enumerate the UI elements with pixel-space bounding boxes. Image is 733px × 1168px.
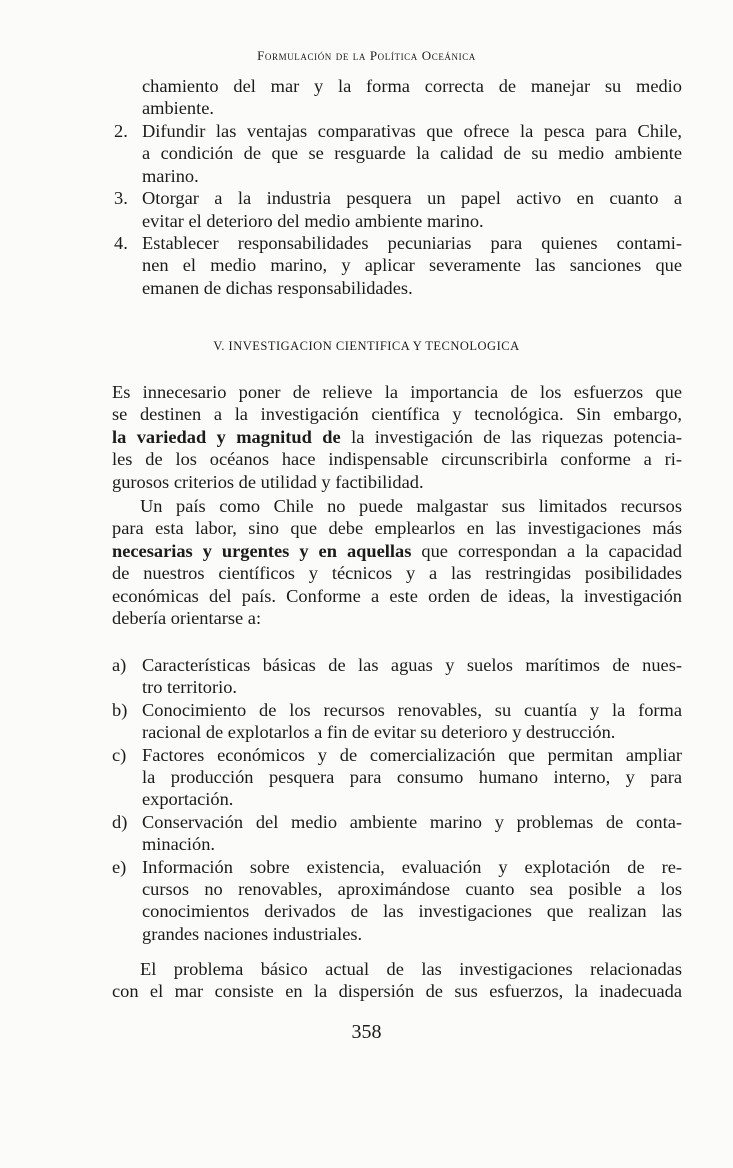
text-line: exportación. xyxy=(142,789,234,810)
text-line: chamiento del mar y la forma correcta de manejar su medio xyxy=(142,76,682,96)
list-item xyxy=(112,120,682,187)
text-line: Conservación del medio ambiente marino y problemas de conta- xyxy=(142,811,682,832)
item-letter: d) xyxy=(112,811,128,832)
text-line: grandes naciones industriales. xyxy=(142,923,363,944)
text-line: Establecer responsabilidades pecuniarias para quienes contami- xyxy=(142,233,682,254)
text-line: Otorgar a la industria pesquera un papel activo en cuanto a xyxy=(142,188,682,209)
text-line: Difundir las ventajas comparativas que ofrece la pesca para Chile, xyxy=(142,121,682,141)
text-line: Información sobre existencia, evaluación y explotación de re- xyxy=(142,856,682,877)
list-item xyxy=(112,187,682,232)
list-item xyxy=(112,856,682,946)
text-line: la producción pesquera para consumo humano interno, y para xyxy=(142,767,682,788)
text-line: a condición de que se resguarde la calidad de su medio ambiente xyxy=(142,143,682,164)
text-line: Características básicas de las aguas y suelos marítimos de nues- xyxy=(142,655,682,675)
text-line: gurosos criterios de utilidad y factibilidad. xyxy=(112,471,424,492)
text-line: Es innecesario poner de relieve la importancia de los esfuerzos que xyxy=(112,382,682,402)
paragraph xyxy=(112,958,682,1003)
text-line: con el mar consiste en la dispersión de sus esfuerzos, la inadecuada xyxy=(112,981,682,1002)
item-letter: e) xyxy=(112,856,127,877)
bold-phrase: la variedad y magnitud de xyxy=(112,426,341,447)
text-line: El problema básico actual de las investigaciones relacionadas xyxy=(140,959,682,979)
text-line: cursos no renovables, aproximándose cuanto sea posible a los xyxy=(142,879,682,900)
text-line: necesarias y urgentes y en aquellas que correspondan a la capacidad xyxy=(112,540,682,561)
bold-phrase: necesarias y urgentes y en aquellas xyxy=(112,540,412,561)
list-item xyxy=(112,232,682,299)
text-line: ambiente. xyxy=(142,98,215,119)
text-line: les de los océanos hace indispensable circunscribirla conforme a ri- xyxy=(112,449,682,470)
section-title: V. INVESTIGACION CIENTIFICA Y TECNOLOGICA xyxy=(213,339,520,353)
lettered-list xyxy=(112,654,682,945)
text-line: racional de explotarlos a fin de evitar su deterioro y destrucción. xyxy=(142,722,616,743)
list-item xyxy=(112,744,682,811)
item-letter: b) xyxy=(112,699,128,720)
item-letter: c) xyxy=(112,744,127,765)
text-line: Conocimiento de los recursos renovables, su cuantía y la forma xyxy=(142,699,682,720)
text-line: emanen de dichas responsabilidades. xyxy=(142,277,413,298)
text-line: nen el medio marino, y aplicar severamente las sanciones que xyxy=(142,255,682,276)
running-header: Formulación de la Política Oceánica xyxy=(257,48,476,63)
numbered-list xyxy=(112,120,682,299)
text-line: económicas del país. Conforme a este orden de ideas, la investigación xyxy=(112,585,682,606)
list-continuation xyxy=(112,75,682,120)
text-line: la variedad y magnitud de la investigación de las riquezas potencia- xyxy=(112,426,682,447)
text-line: para esta labor, sino que debe emplearlos en las investigaciones más xyxy=(112,518,682,539)
text-line: tro territorio. xyxy=(142,677,237,698)
list-item xyxy=(112,811,682,856)
text-line: se destinen a la investigación científica y tecnológica. Sin embargo, xyxy=(112,404,682,425)
item-number: 4. xyxy=(114,233,128,254)
text-line: de nuestros científicos y técnicos y a las restringidas posibilidades xyxy=(112,563,682,584)
paragraph xyxy=(112,381,682,493)
page-number: 358 xyxy=(351,1021,382,1043)
text-line: evitar el deterioro del medio ambiente marino. xyxy=(142,210,484,231)
item-letter: a) xyxy=(112,655,127,675)
text-line: marino. xyxy=(142,165,199,186)
item-number: 3. xyxy=(114,188,128,209)
paragraph xyxy=(112,495,682,629)
text-line: Un país como Chile no puede malgastar sus limitados recursos xyxy=(140,496,682,516)
text-line: minación. xyxy=(142,834,216,855)
list-item xyxy=(112,699,682,744)
text-line: Factores económicos y de comercialización que permitan ampliar xyxy=(142,744,682,765)
text-line: conocimientos derivados de las investigaciones que realizan las xyxy=(142,901,682,922)
list-item xyxy=(112,654,682,699)
text-line: debería orientarse a: xyxy=(112,608,262,629)
item-number: 2. xyxy=(114,121,128,141)
